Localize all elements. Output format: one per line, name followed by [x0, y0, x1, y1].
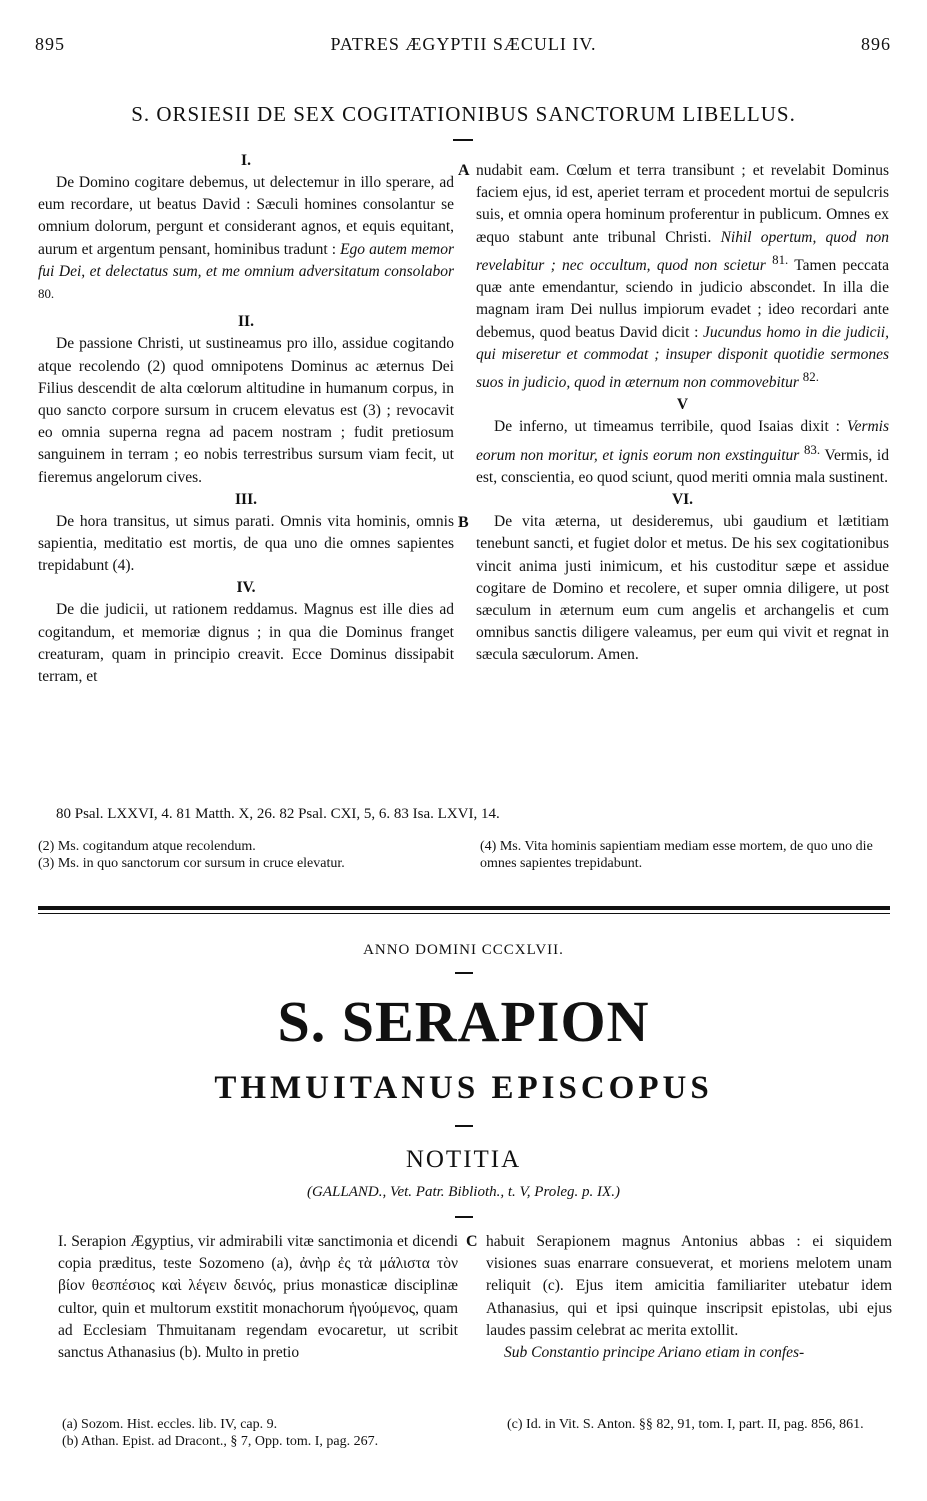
- margin-letter-c: C: [466, 1233, 478, 1250]
- right-body-2: Tamen peccata quæ ante emendantur, sciendo in judicio abscondet. In illa die magnam iram Dei nullus impiorum evadet ; ideo recordari ante debemus, quod beatus David dicit :: [476, 256, 889, 341]
- source-dash: [455, 1216, 473, 1218]
- section-2-text: De passione Christi, ut sustineamus pro illo, assidue cogitando atque recolendo (2) quod omnipotens Dominus ac æternus Dei Filius descendit de alta cœlorum altitudine in humanum corpus, in quo sancto corpore sursum in crucem elevatus est (3) ; revocavit eo omnia superna regna ad pacem nostram ; fudit pretiosum sanguinem in terram ; eo nobis terrestribus sursum viam fecit, ut fieremus angelorum cives.: [38, 335, 454, 486]
- footnotes-right-bottom: [507, 1416, 897, 1433]
- page-number-right: 896: [861, 34, 891, 54]
- saint-name: S. SERAPION: [277, 989, 650, 1054]
- section-5-text: [476, 416, 889, 489]
- notitia-heading: NOTITIA: [405, 1146, 522, 1173]
- footnote-2: (2) Ms. cogitandum atque recolendum.: [38, 839, 256, 854]
- section-divider-thin: [38, 913, 890, 914]
- section-heading-6: VI.: [671, 491, 694, 509]
- section-5-quote: Vermis eorum non moritur, et ignis eorum non exstinguitur: [476, 418, 890, 464]
- section-heading-5: V: [676, 396, 689, 414]
- libellus-title: S. ORSIESII DE SEX COGITATIONIBUS SANCTORUM LIBELLUS.: [131, 102, 796, 126]
- footnote-4: (4) Ms. Vita hominis sapientiam mediam esse mortem, de quo uno die omnes sapientes trepidabunt.: [480, 839, 873, 871]
- footnotes-left-bottom: [62, 1416, 462, 1450]
- notitia-right-column: [486, 1231, 892, 1364]
- footnotes-left-top: [38, 838, 454, 872]
- subtitle-dash: [455, 1125, 473, 1127]
- section-heading-1: I.: [241, 152, 251, 169]
- notitia-left-column: [58, 1231, 458, 1364]
- libellus-right-column: [476, 160, 889, 667]
- right-body-1: nudabit eam. Cœlum et terra transibunt ; et revelabit Dominus faciem ejus, id est, aperiet terram et procedent mortui de sepulcris suis, et omnia opera hominum proferentur in publicum. Omnes ex æquo stabunt ante tribunal Christi.: [476, 162, 889, 246]
- section-4-text: De die judicii, ut rationem reddamus. Magnus est ille dies ad cogitandum, et memoriæ dignus ; in qua die Dominus franget creaturam, quam in principio creavit. Ecce Dominus dissipabit terram, et: [38, 601, 454, 686]
- section-3-text: De hora transitus, ut simus parati. Omnis vita hominis, omnis sapientia, meditatio est mortis, de qua uno die omnes sapientes trepidabunt (4).: [38, 512, 454, 575]
- section-1-body: De Domino cogitare debemus, ut delectemur in illo sperare, ad eum recordare, ut beatus David : Sæculi homines consolantur se omnium dolorum, pergunt et considerant agnos, et equis equitant, aurum et argentum pensant, hominibus tradunt :: [38, 174, 454, 258]
- saint-subtitle: THMUITANUS EPISCOPUS: [214, 1070, 713, 1106]
- footnotes-right-top: [480, 838, 890, 872]
- section-6-text: De vita æterna, ut desideremus, ubi gaudium et lætitiam tenebunt sancti, et fugiet dolor et metus. De his sex cogitationibus vincit anima justi inimicum, et his custoditur sæpe et assidue cogitare de Domino et recolere, et super omnia diligere, ut post sæculum in æternum eum cum angelis et archangelis et cum omnibus sanctis diligere valeamus, per eum qui vivit et regnat in sæcula sæculorum. Amen.: [476, 513, 889, 664]
- section-heading-3: III.: [235, 490, 257, 508]
- section-5-body: De inferno, ut timeamus terribile, quod Isaias dixit :: [494, 418, 840, 436]
- notitia-left-text: I. Serapion Ægyptius, vir admirabili vitæ sanctimonia et dicendi copia præditus, teste Sozomeno (a), ἀνὴρ ἐς τὰ μάλιστα τὸν βίον θεσπέσιος καὶ λέγειν δεινός, prius monasticæ disciplinæ cultor, quin et multorum exstitit monachorum ἡγούμενος, quam ad Ecclesiam Thmuitanam regendam evocaretur, ut scribit sanctus Athanasius (b). Multo in pretio: [58, 1233, 458, 1362]
- section-heading-4: IV.: [236, 579, 256, 597]
- notitia-source: (GALLAND., Vet. Patr. Biblioth., t. V, Proleg. p. IX.): [307, 1184, 620, 1200]
- margin-letter-b: B: [458, 514, 469, 531]
- right-quote-1: Nihil opertum, quod non revelabitur ; nec occultum, quod non scietur: [476, 228, 890, 274]
- section-5-body-2: Vermis, id est, conscientia, eo quod sciunt, quod meriti omnia mala sustinent.: [476, 446, 889, 486]
- footnote-c: (c) Id. in Vit. S. Anton. §§ 82, 91, tom. I, part. II, pag. 856, 861.: [507, 1417, 864, 1432]
- footnote-ref-81: 81.: [772, 251, 789, 267]
- section-4-continued: [476, 160, 889, 394]
- section-heading-2: II.: [238, 313, 254, 331]
- section-1-quote: Ego autem memor fui Dei, et delectatus sum, et me omnium adversitatum consolabor: [38, 240, 455, 280]
- footnote-ref-80: 80.: [38, 286, 55, 302]
- libellus-left-column: [38, 150, 454, 688]
- anno-dash: [455, 972, 473, 974]
- section-divider-thick: [38, 906, 890, 910]
- scripture-references: 80 Psal. LXXVI, 4. 81 Matth. X, 26. 82 Psal. CXI, 5, 6. 83 Isa. LXVI, 14.: [56, 806, 500, 822]
- notitia-right-text: habuit Serapionem magnus Antonius abbas : ei siquidem visiones suas enarrare consueverat, et moriens melotem unam reliquit (c). Ejus item amicitia familiariter utebatur idem Athanasius, qui et ipsi quinque inscripsit epistolas, ubi ejus laudes passim celebrat ac merita extollit.: [486, 1233, 892, 1339]
- anno-domini: ANNO DOMINI CCCXLVII.: [363, 942, 564, 958]
- footnote-ref-82: 82.: [802, 368, 819, 384]
- right-quote-2: Jucundus homo in die judicii, qui miseretur et commodat ; insuper disponit quotidie sermones suos in judicio, quod in æternum non commovebitur: [476, 323, 889, 392]
- running-title: PATRES ÆGYPTII SÆCULI IV.: [330, 34, 597, 54]
- notitia-right-italic: Sub Constantio principe Ariano etiam in confes-: [504, 1344, 805, 1362]
- footnote-b: (b) Athan. Epist. ad Dracont., § 7, Opp. tom. I, pag. 267.: [62, 1434, 379, 1449]
- margin-letter-a: A: [458, 162, 470, 179]
- section-1-text: [38, 172, 454, 311]
- title-dash: [453, 139, 473, 141]
- footnote-a: (a) Sozom. Hist. eccles. lib. IV, cap. 9.: [62, 1417, 278, 1432]
- footnote-ref-83: 83.: [803, 441, 821, 457]
- footnote-3: (3) Ms. in quo sanctorum cor sursum in cruce elevatur.: [38, 856, 345, 871]
- page-number-left: 895: [35, 34, 65, 54]
- notitia-right-continued: [486, 1342, 892, 1364]
